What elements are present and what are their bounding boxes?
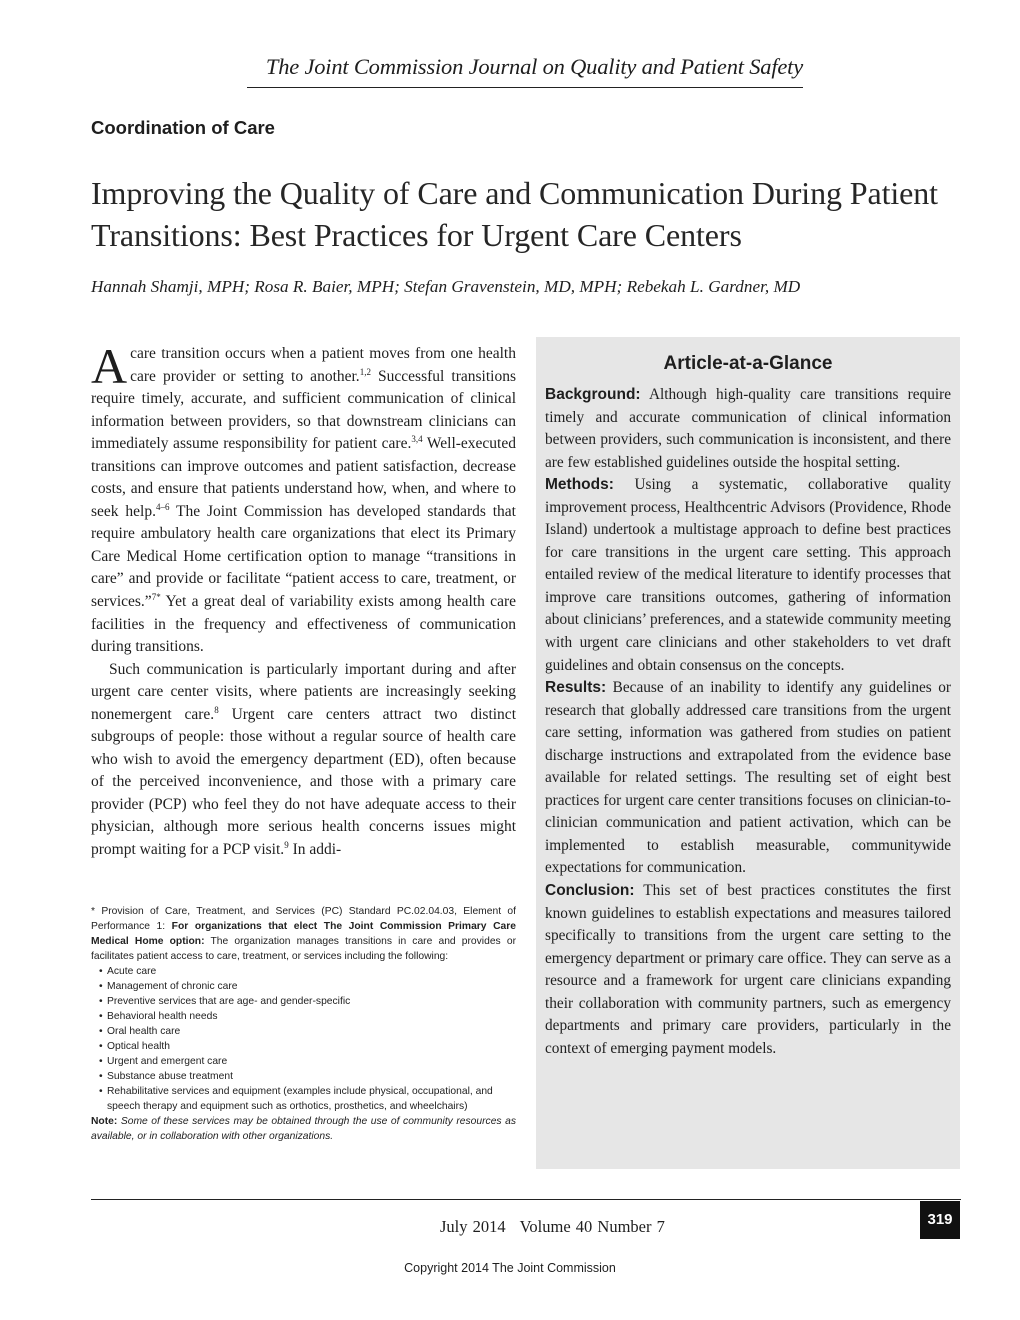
glance-methods: Methods: Using a systematic, collaborative quality improvement process, Healthcentric Advisors (Providence, Rhode Island) undertook a multistage approach to define best practices for care transitions in the urgent care setting. This approach entailed review of the medical literature to identify processes that improve care transitions outcomes, gathering of information about clinicians’ preferences, and a statewide community meeting with urgent care clinicians and other stakeholders to vet draft guidelines and obtain consensus on the concepts. bbox=[545, 476, 951, 674]
list-item: • Management of chronic care bbox=[99, 979, 516, 994]
drop-cap: A bbox=[91, 338, 128, 394]
citation: 1,2 bbox=[359, 366, 371, 377]
citation: 4–6 bbox=[155, 501, 170, 512]
list-item: • Urgent and emergent care bbox=[99, 1054, 516, 1069]
article-at-a-glance-box bbox=[536, 337, 960, 1169]
body-paragraph: A care transition occurs when a patient moves from one health care provider or setting to another.$^{1,2}$ Successful transitions require timely, accurate, and sufficient communication of clinical information between providers, so that downstream clinicians can immediately assume responsibility for patient care.$^{3,4}$ Well-executed transitions can improve outcomes and patient satisfaction, decrease costs, and ensure that patients understand how, when, and where to seek help.$^{4-6}$ The Joint Commission has developed standards that require ambulatory health care organizations that elect its Primary Care Medical Home certification option to manage “transitions in care” and provide or facilitate “patient access to care, treatment, or services.”$^{7*}$ Yet a great deal of variability exists among health care facilities in the frequency and effectiveness of communication during transitions. bbox=[91, 338, 516, 656]
glance-heading: Article-at-a-Glance bbox=[663, 353, 833, 374]
list-item: • Optical health bbox=[99, 1039, 516, 1054]
journal-header: The Joint Commission Journal on Quality and Patient Safety bbox=[247, 52, 803, 88]
list-item: • Preventive services that are age- and gender-specific bbox=[99, 994, 516, 1009]
list-item: • Rehabilitative services and equipment (examples include physical, occupational, and speech therapy and equipment such as orthotics, prosthetics, and wheelchairs) bbox=[99, 1084, 516, 1114]
list-item: • Acute care bbox=[99, 964, 516, 979]
glance-conclusion: Conclusion: This set of best practices constitutes the first known guidelines to establish expectations and measures tailored specifically to transitions from the urgent care setting to the emergency department or primary care office. They can serve as a resource and a framework for urgent care clinicians expanding their collaboration with community partners, such as emergency departments and primary care providers, particularly in the context of emerging payment models. bbox=[545, 882, 951, 1057]
citation: 7* bbox=[151, 592, 161, 603]
citation: 8 bbox=[214, 704, 219, 715]
issue-volume: Volume 40 Number 7 bbox=[519, 1217, 665, 1236]
body-text-column bbox=[91, 338, 516, 862]
article-title: Improving the Quality of Care and Communication During Patient Transitions: Best Practices for Urgent Care Centers bbox=[91, 175, 938, 253]
footnote-intro: * Provision of Care, Treatment, and Services (PC) Standard PC.02.04.03, Element of Performance 1: For organizations that elect The Joint Commission Primary Care Medical Home option: The organization manages transitions in care and provides or facilitates patient access to care, treatment, or services including the following: bbox=[91, 906, 516, 962]
list-item: • Behavioral health needs bbox=[99, 1009, 516, 1024]
footnote-note: Note: Some of these services may be obtained through the use of community resources as available, or in collaboration with other organizations. bbox=[91, 1116, 516, 1142]
page-number: 319 bbox=[920, 1201, 960, 1239]
glance-results: Results: Because of an inability to identify any guidelines or research that globally addressed care transitions from the urgent care setting, information was gathered from studies on patient discharge instructions and extrapolated from the evidence base available for related settings. The resulting set of eight best practices for urgent care center transitions focuses on clinician-to-clinician communication and patient activation, which can be implemented to establish measurable, communitywide expectations for communication. bbox=[545, 679, 951, 877]
author-list: Hannah Shamji, MPH; Rosa R. Baier, MPH; Stefan Gravenstein, MD, MPH; Rebekah L. Gardner, MD bbox=[91, 277, 801, 296]
copyright-notice: Copyright 2014 The Joint Commission bbox=[404, 1261, 616, 1275]
glance-background: Background: Although high-quality care transitions require timely and accurate communication of clinical information between providers, such communication is inconsistent, and there are few established guidelines outside the hospital setting. bbox=[545, 386, 951, 471]
list-item: • Substance abuse treatment bbox=[99, 1069, 516, 1084]
list-item: • Oral health care bbox=[99, 1024, 516, 1039]
issue-date: July 2014 bbox=[440, 1217, 506, 1236]
footer-divider bbox=[91, 1199, 961, 1200]
citation: 3,4 bbox=[411, 434, 423, 445]
body-paragraph: Such communication is particularly important during and after urgent care center visits, where patients are increasingly seeking nonemergent care.$^8$ Urgent care centers attract two distinct subgroups of people: those without a regular source of health care who wish to avoid the emergency department (ED), often because of the perceived inconvenience, and those with a primary care provider (PCP) who feel they do not have adequate access to their physician, although more serious health concerns issues might prompt waiting for a PCP visit.$^9$ In addi- bbox=[91, 660, 516, 859]
footnote-list bbox=[91, 964, 516, 1114]
issue-info bbox=[440, 1216, 665, 1238]
footnote bbox=[91, 904, 516, 1144]
citation: 9 bbox=[284, 840, 289, 851]
section-label: Coordination of Care bbox=[91, 117, 275, 138]
